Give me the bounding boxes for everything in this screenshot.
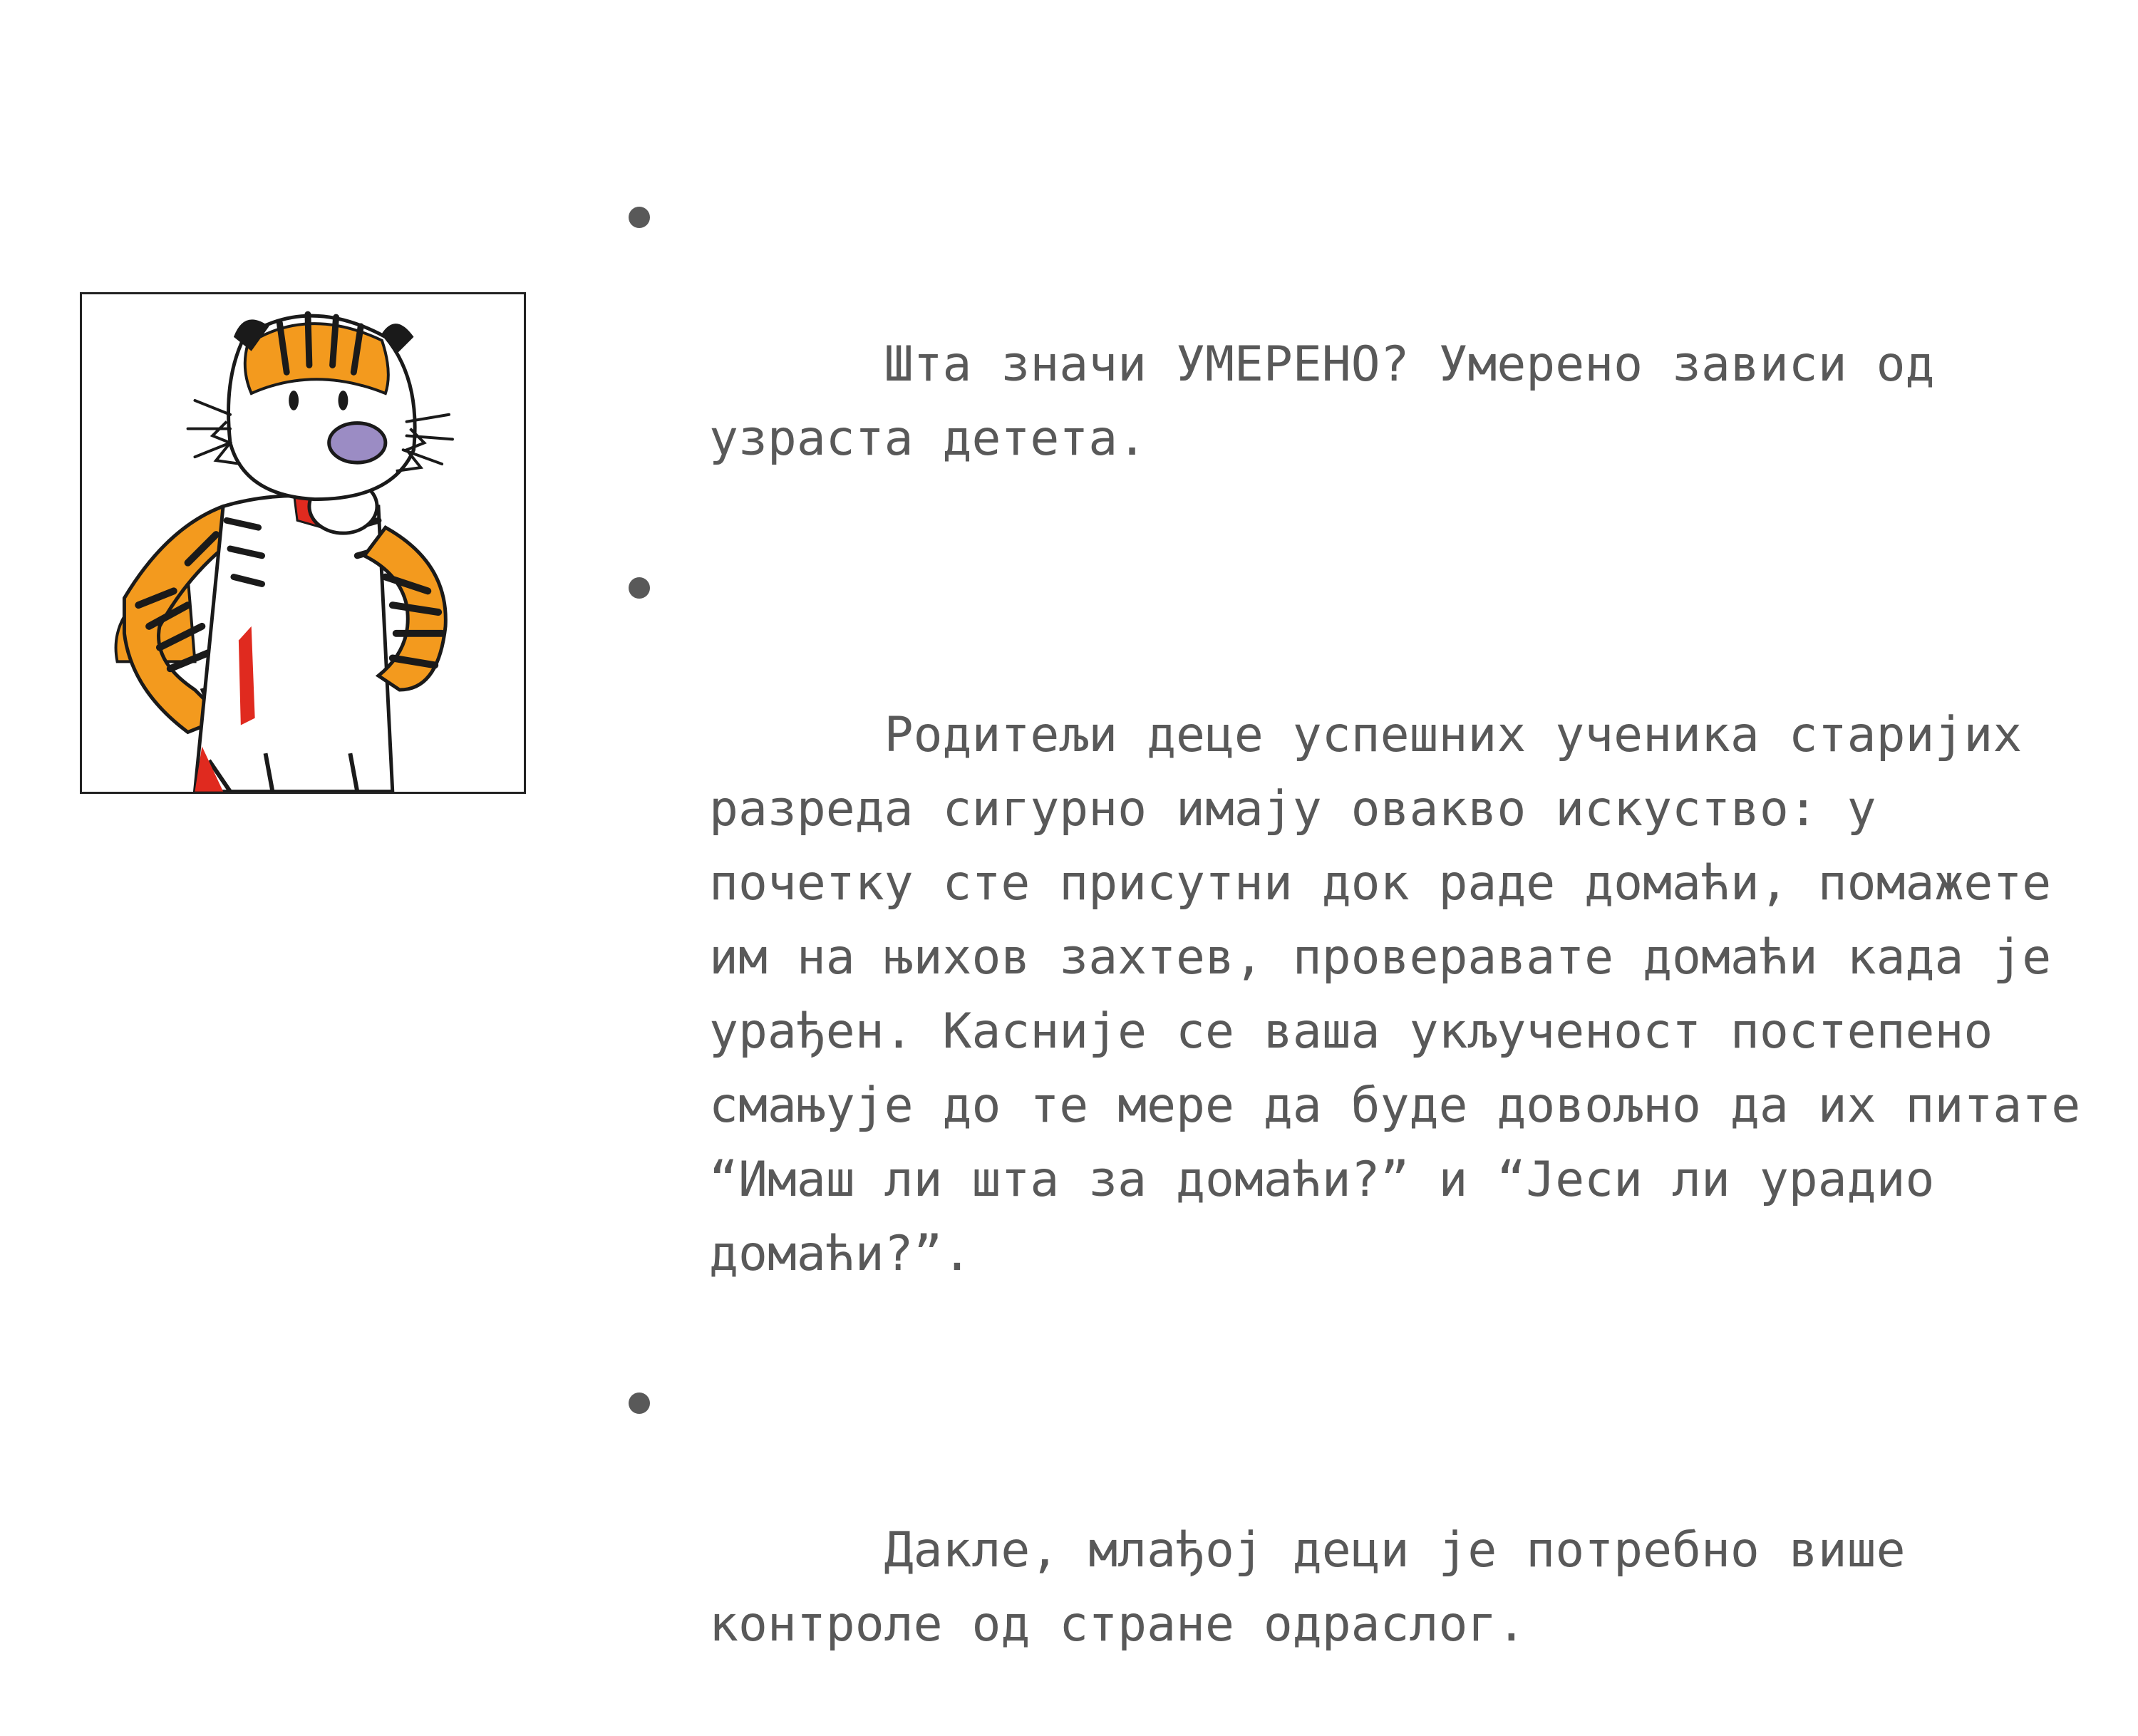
- bullet-list: [620, 180, 2110, 1736]
- bullet-text: Родитељи деце успешних ученика старијих разреда сигурно имају овакво искуство: у почетку сте присутни док раде домаћи, помажете им на њихов захтев, проверавате домаћи када је урађен. Касније се ваша укљученост постепено смањује до те мере да буде довољно да их питате “Имаш ли шта за домаћи?” и “Јеси ли урадио домаћи?”.: [709, 707, 2110, 1282]
- hobbes-illustration: [80, 292, 526, 794]
- bullet-item: [620, 180, 2088, 550]
- bullet-dot-icon: [629, 207, 650, 228]
- hobbes-tiger-icon: [82, 294, 524, 792]
- bullet-text: Дакле, млађој деци је потребно више контроле од стране одраслог.: [709, 1522, 1935, 1653]
- bullet-text: Шта значи УМЕРЕНО? Умерено зависи од узраста детета.: [709, 336, 1964, 467]
- bullet-item: [620, 550, 2110, 1365]
- bullet-dot-icon: [629, 1393, 650, 1414]
- bullet-dot-icon: [629, 577, 650, 599]
- bullet-item: [620, 1365, 2088, 1736]
